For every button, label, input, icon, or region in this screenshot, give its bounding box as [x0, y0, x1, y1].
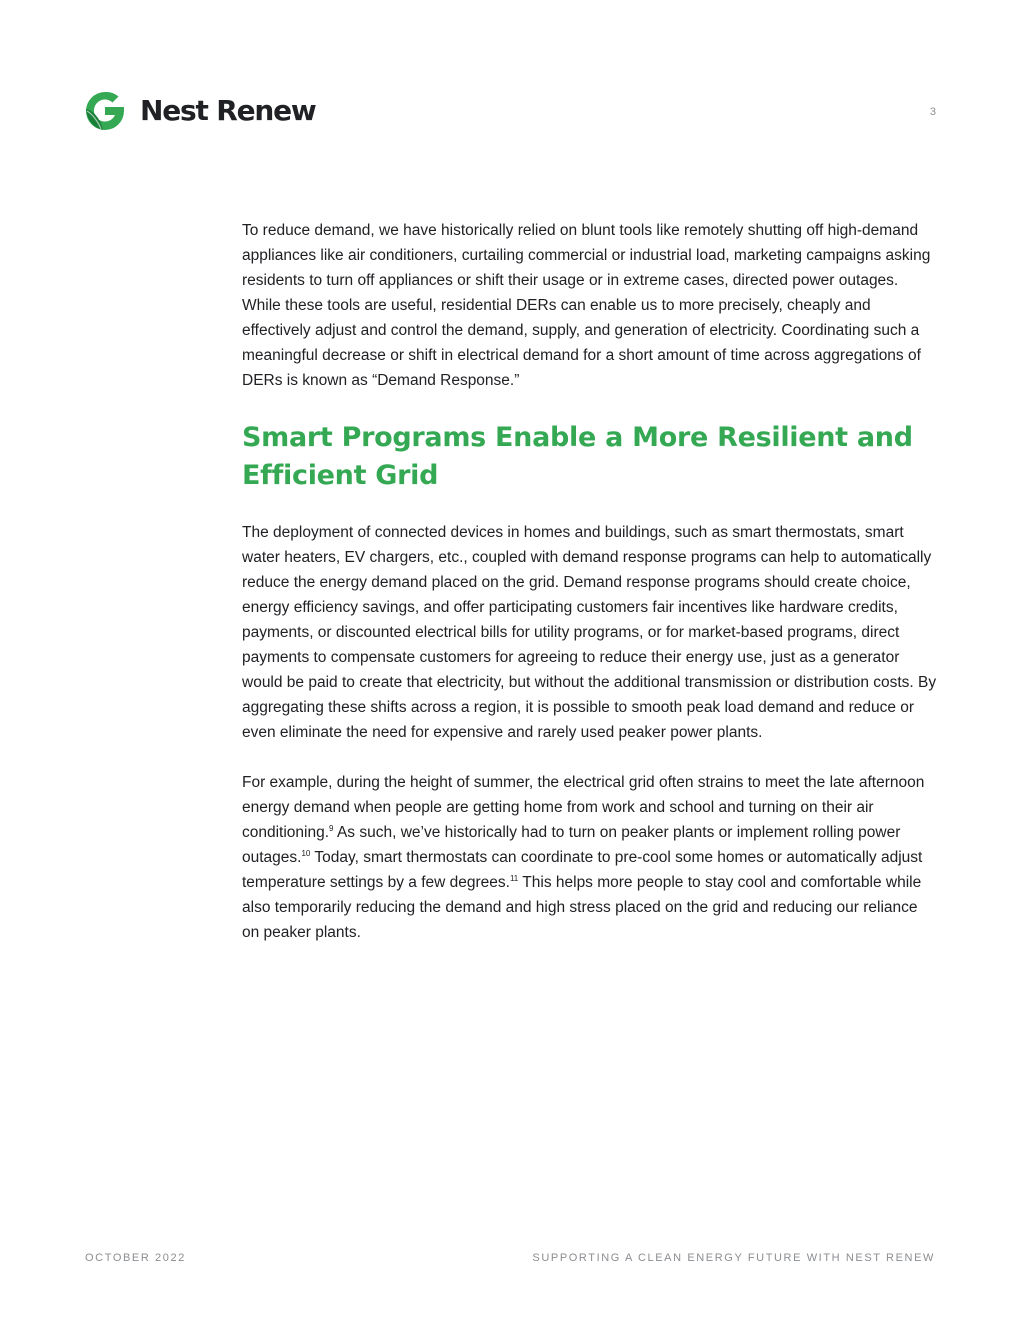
nest-renew-logo: [84, 88, 316, 134]
example-text-1: For example, during the height of summer, the electrical grid often strains to meet the late afternoon energy demand when people are getting home from work and school and turning on their air conditioning.: [242, 774, 925, 841]
footnote-ref-11: 11: [509, 874, 519, 883]
footer-title: SUPPORTING A CLEAN ENERGY FUTURE WITH NEST RENEW: [532, 1252, 935, 1264]
nest-renew-leaf-g-icon: [84, 90, 126, 132]
example-text-2: As such, we’ve historically had to turn on peaker plants or implement rolling power outages.: [242, 824, 901, 866]
page-number: 3: [929, 106, 936, 118]
example-paragraph: [242, 770, 938, 945]
example-text-4: This helps more people to stay cool and comfortable while also temporarily reducing the demand and high stress placed on the grid and reducing our reliance on peaker plants.: [242, 874, 922, 941]
deployment-paragraph: The deployment of connected devices in homes and buildings, such as smart thermostats, smart water heaters, EV chargers, etc., coupled with demand response programs can help to automatically reduce the energy demand placed on the grid. Demand response programs should create choice, energy efficiency savings, and offer participating customers fair incentives like hardware credits, payments, or discounted electrical bills for utility programs, or for market-based programs, direct payments to compensate customers for agreeing to reduce their energy use, just as a generator would be paid to create that electricity, but without the additional transmission or distribution costs. By aggregating these shifts across a region, it is possible to smooth peak load demand and reduce or even eliminate the need for expensive and rarely used peaker power plants.: [242, 524, 937, 741]
example-text-3: Today, smart thermostats can coordinate to pre-cool some homes or automatically adjust temperature settings by a few degrees.: [242, 849, 923, 891]
section-heading: Smart Programs Enable a More Resilient and Efficient Grid: [242, 422, 913, 491]
footnote-ref-10: 10: [301, 849, 311, 858]
intro-paragraph: To reduce demand, we have historically relied on blunt tools like remotely shutting off high-demand appliances like air conditioners, curtailing commercial or industrial load, marketing campaigns asking residents to turn off appliances or shift their usage or in extreme cases, directed power outages. While these tools are useful, residential DERs can enable us to more precisely, cheaply and effectively adjust and control the demand, supply, and generation of electricity. Coordinating such a meaningful decrease or shift in electrical demand for a short amount of time across aggregations of DERs is known as “Demand Response.”: [242, 222, 931, 389]
footer-date: OCTOBER 2022: [85, 1252, 186, 1264]
page-header: [84, 88, 936, 134]
main-content: [242, 218, 938, 945]
brand-name: Nest Renew: [140, 94, 316, 127]
footnote-ref-9: 9: [329, 824, 334, 833]
